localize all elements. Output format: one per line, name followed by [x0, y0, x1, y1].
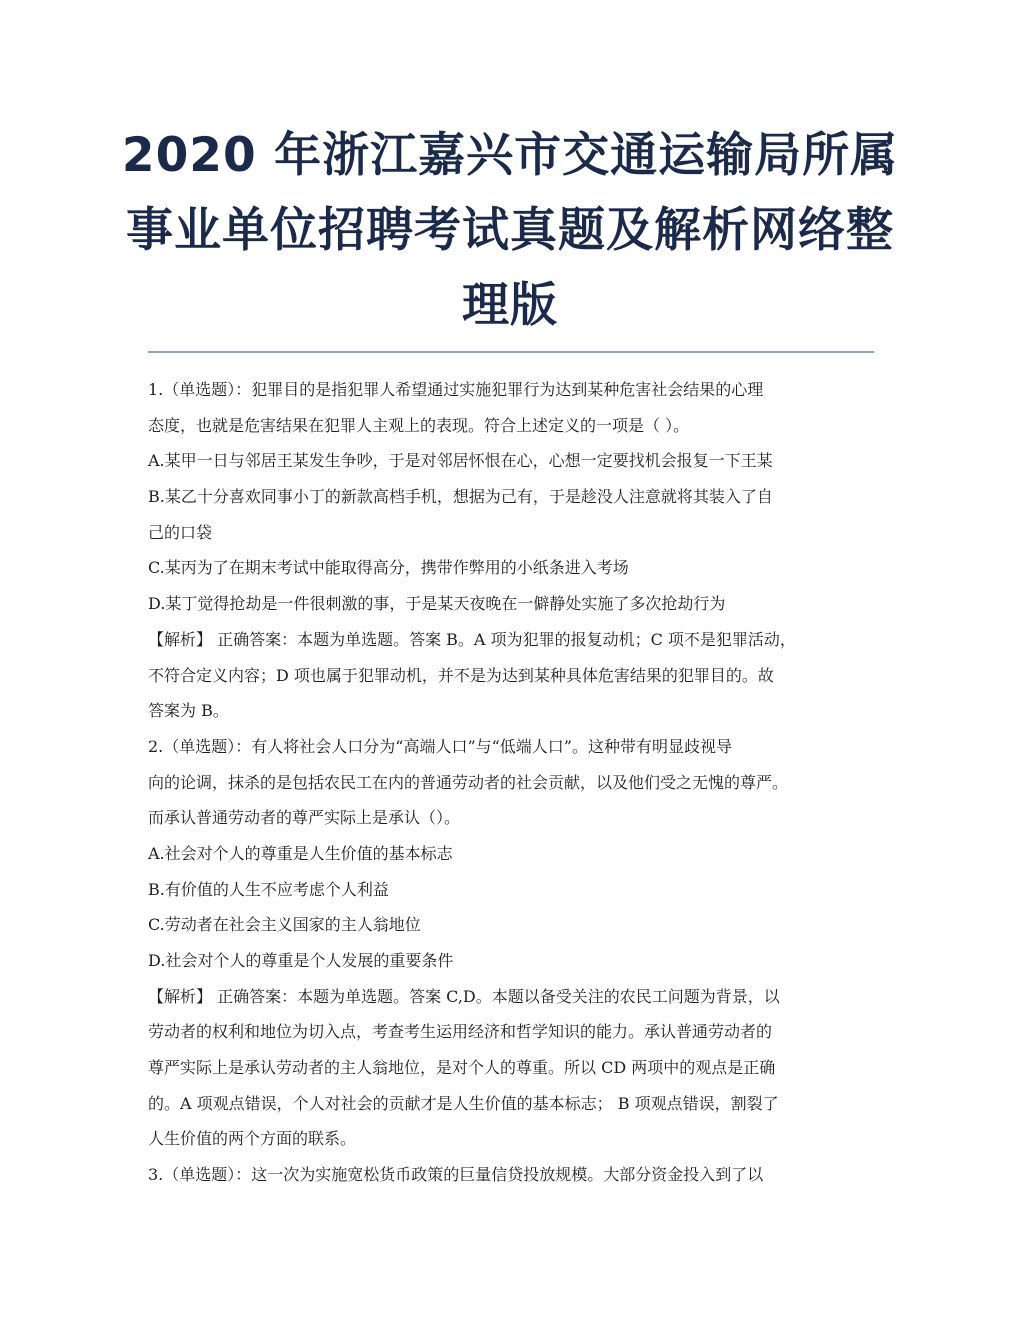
text-line: 的。A 项观点错误，个人对社会的贡献才是人生价值的基本标志； B 项观点错误，割裂了	[148, 1093, 779, 1113]
title-line-3: 理版	[462, 278, 558, 333]
text-line: 2.（单选题）：有人将社会人口分为“高端人口”与“低端人口”。这种带有明显歧视导	[148, 736, 732, 756]
text-line: C.某丙为了在期末考试中能取得高分，携带作弊用的小纸条进入考场	[148, 558, 629, 578]
title-line-2: 事业单位招聘考试真题及解析网络整	[126, 203, 894, 258]
text-line: D.某丁觉得抢劫是一件很刺激的事，于是某天夜晚在一僻静处实施了多次抢劫行为	[148, 594, 726, 614]
text-line: B.某乙十分喜欢同事小丁的新款高档手机，想据为己有，于是趁没人注意就将其装入了自	[148, 487, 773, 507]
text-line: B.有价值的人生不应考虑个人利益	[148, 879, 389, 899]
text-line: 不符合定义内容；D 项也属于犯罪动机，并不是为达到某种具体危害结果的犯罪目的。故	[148, 665, 774, 685]
text-line: A.某甲一日与邻居王某发生争吵，于是对邻居怀恨在心，心想一定要找机会报复一下王某	[148, 451, 773, 471]
title-divider	[148, 351, 874, 353]
text-line: 而承认普通劳动者的尊严实际上是承认（）。	[148, 808, 461, 828]
text-line: 答案为 B。	[148, 701, 229, 721]
text-line: 人生价值的两个方面的联系。	[148, 1129, 357, 1149]
text-line: 己的口袋	[148, 522, 213, 542]
text-line: D.社会对个人的尊重是个人发展的重要条件	[148, 951, 454, 970]
title-line-1: 2020 年浙江嘉兴市交通运输局所属	[121, 128, 899, 183]
text-line: C.劳动者在社会主义国家的主人翁地位	[148, 915, 421, 935]
text-line: 1.（单选题）：犯罪目的是指犯罪人希望通过实施犯罪行为达到某种危害社会结果的心理	[148, 380, 764, 399]
text-line: 尊严实际上是承认劳动者的主人翁地位，是对个人的尊重。所以 CD 两项中的观点是正确	[148, 1058, 776, 1078]
text-line: 劳动者的权利和地位为切入点，考查考生运用经济和哲学知识的能力。承认普通劳动者的	[148, 1022, 773, 1042]
document-body	[148, 372, 874, 1193]
text-line: 向的论调，抹杀的是包括农民工在内的普通劳动者的社会贡献，以及他们受之无愧的尊严。	[148, 772, 789, 792]
document-title	[110, 118, 910, 343]
text-line: 【解析】 正确答案：本题为单选题。答案 C,D。本题以备受关注的农民工问题为背景，以	[148, 986, 780, 1006]
text-line: 【解析】 正确答案：本题为单选题。答案 B。A 项为犯罪的报复动机；C 项不是犯罪活动，	[148, 629, 796, 649]
text-line: A.社会对个人的尊重是人生价值的基本标志	[148, 843, 453, 863]
text-line: 态度，也就是危害结果在犯罪人主观上的表现。符合上述定义的一项是（ ）。	[148, 415, 690, 435]
text-line: 3.（单选题）：这一次为实施宽松货币政策的巨量信贷投放规模。大部分资金投入到了以	[148, 1165, 764, 1185]
